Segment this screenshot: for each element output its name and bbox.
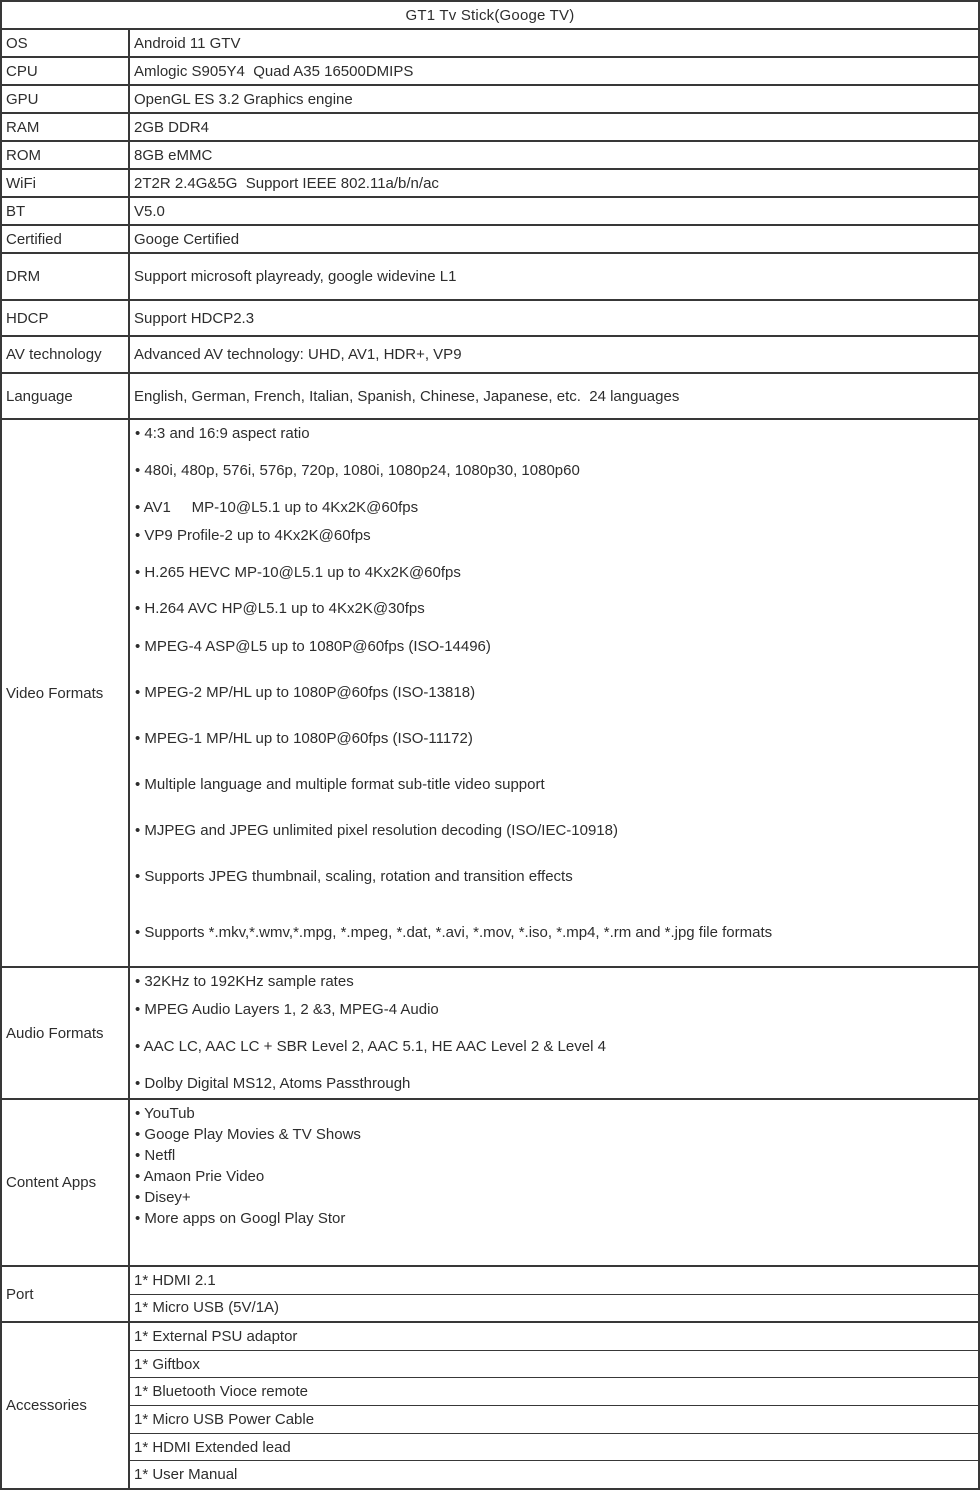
list-item: • Supports JPEG thumbnail, scaling, rotation and transition effects <box>135 866 972 887</box>
spec-label: BT <box>2 198 130 224</box>
list-item: 1* Bluetooth Vioce remote <box>130 1378 978 1406</box>
list-item: • MPEG-1 MP/HL up to 1080P@60fps (ISO-11172) <box>135 728 972 749</box>
list-item: • H.265 HEVC MP-10@L5.1 up to 4Kx2K@60fps <box>135 562 972 583</box>
spec-label: CPU <box>2 58 130 84</box>
list-item: 1* HDMI Extended lead <box>130 1434 978 1462</box>
spec-value: V5.0 <box>134 202 165 220</box>
list-item: 1* External PSU adaptor <box>130 1323 978 1351</box>
spec-value: 8GB eMMC <box>134 146 213 164</box>
section-label: Accessories <box>2 1323 130 1488</box>
list-item: • Disey+ <box>135 1187 972 1208</box>
audio-formats-list <box>130 968 978 1098</box>
spec-row-wifi <box>2 170 978 198</box>
accessories-list <box>130 1323 978 1488</box>
list-item: 1* Micro USB Power Cable <box>130 1406 978 1434</box>
spec-row-certified <box>2 226 978 254</box>
spec-value: Advanced AV technology: UHD, AV1, HDR+, VP9 <box>134 346 462 363</box>
list-item: • Multiple language and multiple format sub-title video support <box>135 774 972 795</box>
list-item: • Netfl <box>135 1145 972 1166</box>
spec-value: Support microsoft playready, google widevine L1 <box>134 268 457 285</box>
list-item: • More apps on Googl Play Stor <box>135 1208 972 1229</box>
spec-row-cpu <box>2 58 978 86</box>
section-label: Audio Formats <box>2 968 130 1098</box>
spec-label: AV technology <box>2 337 130 372</box>
spec-value: 2T2R 2.4G&5G Support IEEE 802.11a/b/n/ac <box>134 174 439 192</box>
list-item: • AV1 MP-10@L5.1 up to 4Kx2K@60fps <box>135 497 972 518</box>
spec-label: GPU <box>2 86 130 112</box>
list-item: • H.264 AVC HP@L5.1 up to 4Kx2K@30fps <box>135 598 972 619</box>
list-item: • VP9 Profile-2 up to 4Kx2K@60fps <box>135 525 972 546</box>
list-item: • 480i, 480p, 576i, 576p, 720p, 1080i, 1080p24, 1080p30, 1080p60 <box>135 460 972 481</box>
content-apps-list <box>130 1100 978 1265</box>
list-item: • 4:3 and 16:9 aspect ratio <box>135 423 972 444</box>
spec-row-rom <box>2 142 978 170</box>
spec-value: English, German, French, Italian, Spanish, Chinese, Japanese, etc. 24 languages <box>134 387 680 405</box>
list-item: • Amaon Prie Video <box>135 1166 972 1187</box>
spec-row-gpu <box>2 86 978 114</box>
section-audio-formats <box>2 968 978 1100</box>
list-item: 1* Giftbox <box>130 1351 978 1379</box>
section-video-formats <box>2 420 978 968</box>
spec-row-av-technology <box>2 337 978 374</box>
table-title: GT1 Tv Stick(Googe TV) <box>2 2 978 30</box>
video-formats-list <box>130 420 978 966</box>
spec-label: WiFi <box>2 170 130 196</box>
spec-label: OS <box>2 30 130 56</box>
section-accessories <box>2 1323 978 1488</box>
spec-label: ROM <box>2 142 130 168</box>
spec-label: DRM <box>2 254 130 299</box>
list-item: • MPEG-2 MP/HL up to 1080P@60fps (ISO-13818) <box>135 682 972 703</box>
spec-row-bt <box>2 198 978 226</box>
spec-label: Language <box>2 374 130 418</box>
list-item: • AAC LC, AAC LC + SBR Level 2, AAC 5.1, HE AAC Level 2 & Level 4 <box>135 1036 972 1057</box>
spec-label: Certified <box>2 226 130 252</box>
list-item: • Googe Play Movies & TV Shows <box>135 1124 972 1145</box>
spec-row-language <box>2 374 978 420</box>
section-label: Video Formats <box>2 420 130 966</box>
spec-value: 2GB DDR4 <box>134 118 210 136</box>
spec-value: Amlogic S905Y4 Quad A35 16500DMIPS <box>134 62 414 80</box>
spec-value: Googe Certified <box>134 230 240 248</box>
list-item: • MJPEG and JPEG unlimited pixel resolution decoding (ISO/IEC-10918) <box>135 820 972 841</box>
section-port <box>2 1267 978 1323</box>
spec-row-drm <box>2 254 978 301</box>
list-item: 1* Micro USB (5V/1A) <box>134 1299 280 1317</box>
list-item: • Supports *.mkv,*.wmv,*.mpg, *.mpeg, *.dat, *.avi, *.mov, *.iso, *.mp4, *.rm and *.jpg file formats <box>135 922 972 943</box>
section-label: Content Apps <box>2 1100 130 1265</box>
spec-value: OpenGL ES 3.2 Graphics engine <box>134 90 353 108</box>
section-content-apps <box>2 1100 978 1267</box>
spec-row-ram <box>2 114 978 142</box>
list-item: • Dolby Digital MS12, Atoms Passthrough <box>135 1073 972 1094</box>
spec-label: HDCP <box>2 301 130 335</box>
spec-value: Android 11 GTV <box>134 34 241 52</box>
list-item: • MPEG-4 ASP@L5 up to 1080P@60fps (ISO-14496) <box>135 636 972 657</box>
list-item: 1* User Manual <box>134 1466 238 1484</box>
list-item: • 32KHz to 192KHz sample rates <box>135 971 972 992</box>
spec-label: RAM <box>2 114 130 140</box>
list-item: • MPEG Audio Layers 1, 2 &3, MPEG-4 Audio <box>135 999 972 1020</box>
list-item: 1* HDMI 2.1 <box>130 1267 978 1295</box>
spec-row-hdcp <box>2 301 978 337</box>
list-item: • YouTub <box>135 1103 972 1124</box>
port-list <box>130 1267 978 1321</box>
spec-row-os <box>2 30 978 58</box>
section-label: Port <box>2 1267 130 1321</box>
spec-value: Support HDCP2.3 <box>134 309 255 327</box>
